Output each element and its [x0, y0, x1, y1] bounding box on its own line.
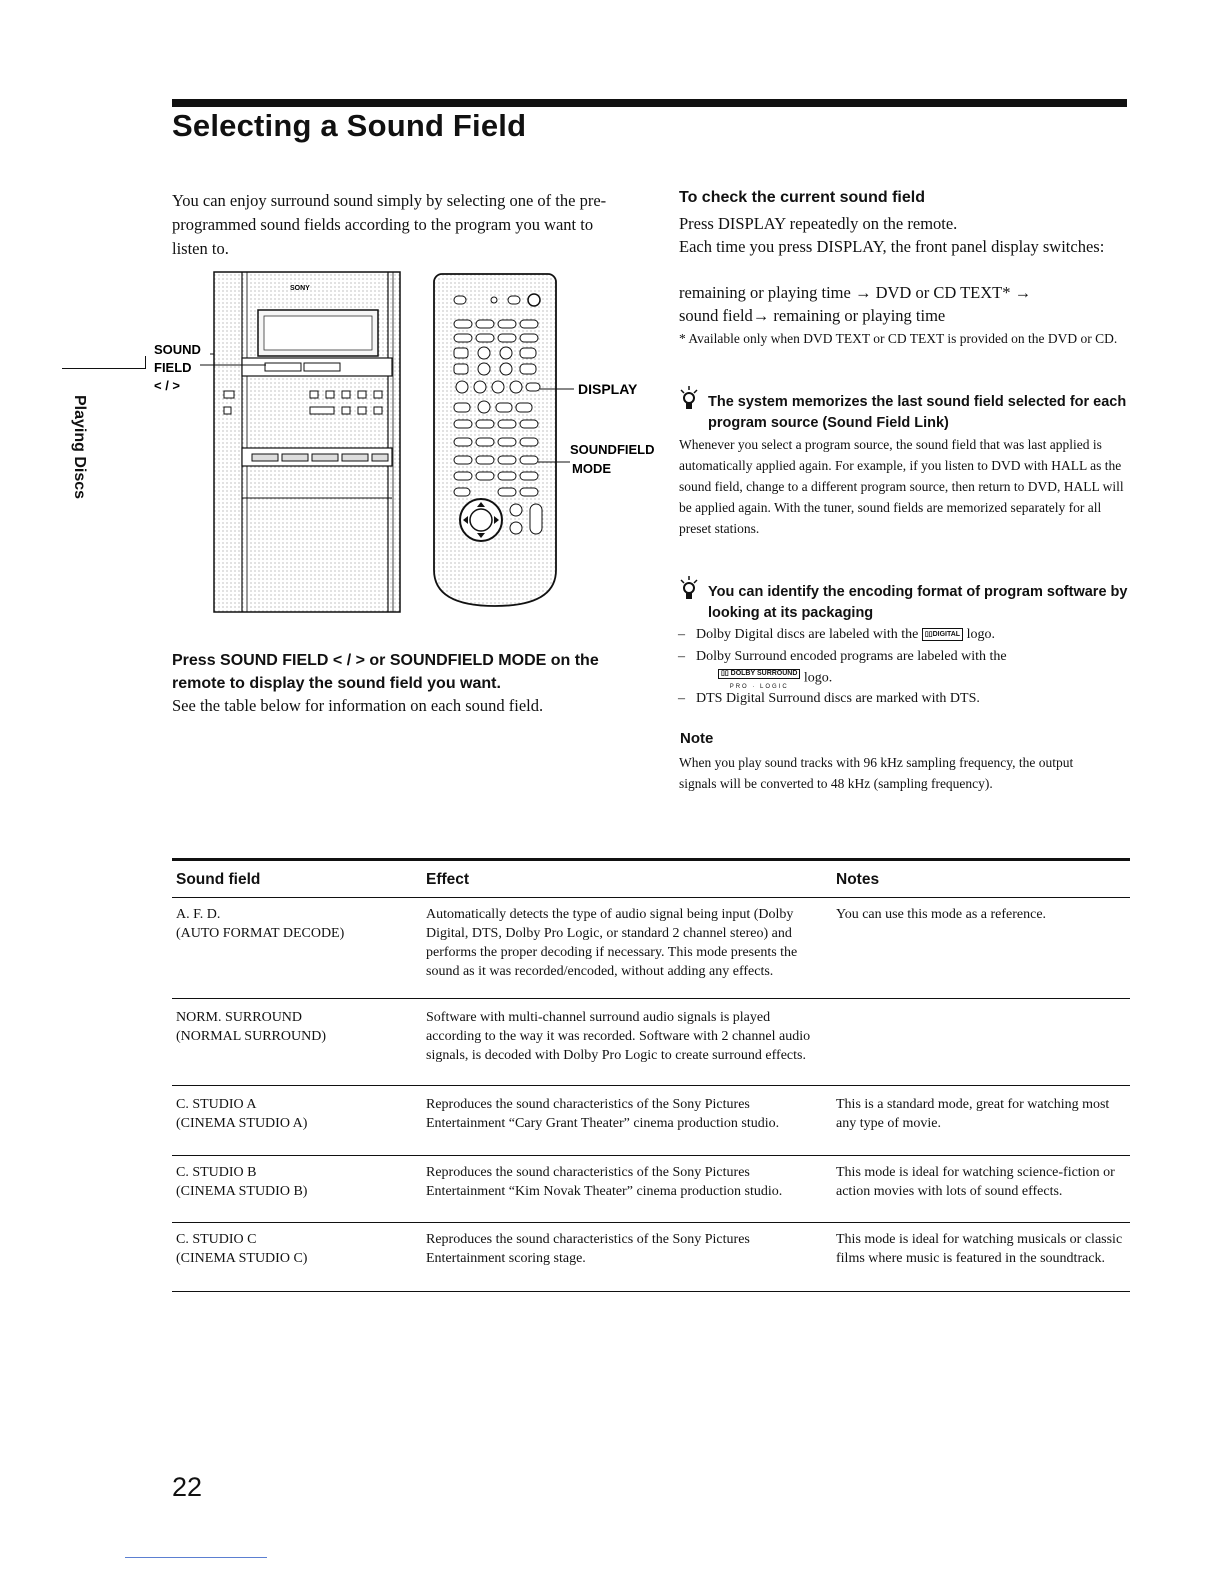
row-4-field-short: C. STUDIO B	[176, 1165, 257, 1180]
dolby-surround-logo: ▯▯ DOLBY SURROUND PRO · LOGIC	[718, 666, 800, 691]
row-2-field-full: (NORMAL SURROUND)	[176, 1029, 326, 1044]
note-body: When you play sound tracks with 96 kHz sampling frequency, the output signals will be converted to 48 kHz (sampling frequency).	[679, 755, 1074, 791]
row-5-field-full: (CINEMA STUDIO C)	[176, 1251, 308, 1266]
row-2-effect: Software with multi-channel surround audio signals is played according to the way it was recorded. Software with 2 channel audio signals, is decoded with Dolby Pro Logic to create surround effects.	[426, 1010, 811, 1063]
row-1-field-short: A. F. D.	[176, 907, 221, 922]
footer-line	[125, 1557, 267, 1558]
figure-label-arrows: < / >	[154, 378, 181, 393]
dolby-digital-logo: ▯▯DIGITAL	[922, 628, 963, 641]
tip-1-body: Whenever you select a program source, the sound field that was last applied is automatically applied again. For example, if you listen to DVD with HALL as the sound field, change to a different program source, then return to DVD, HALL will be applied again. With the tuner, sound fields are memorized separately for all preset stations.	[679, 437, 1124, 536]
side-tab-tick	[145, 356, 146, 369]
row-divider	[172, 1085, 1130, 1086]
table-bottom-rule	[172, 1291, 1130, 1292]
intro-paragraph: You can enjoy surround sound simply by selecting one of the pre-programmed sound fields according to the program you want to listen to.	[172, 191, 607, 258]
side-tab-label: Playing Discs	[71, 395, 88, 500]
row-divider	[172, 998, 1130, 999]
table-row	[176, 1163, 416, 1201]
figure-label-mode: MODE	[572, 461, 611, 476]
row-1-effect: Automatically detects the type of audio signal being input (Dolby Digital, DTS, Dolby Pro Logic, or standard 2 channel stereo) and performs the proper decoding if necessary. This mode presents the sound as it was recorded/encoded, without adding any effects.	[426, 907, 798, 979]
bullet-1-suffix: logo.	[966, 627, 995, 642]
device-illustration	[150, 262, 670, 622]
check-line-2: Each time you press DISPLAY, the front panel display switches:	[679, 237, 1105, 256]
row-divider	[172, 1155, 1130, 1156]
check-sequence-1: remaining or playing time → DVD or CD TEXT* →	[679, 283, 1032, 302]
check-sequence-2: sound field→ remaining or playing time	[679, 306, 946, 325]
row-3-effect: Reproduces the sound characteristics of the Sony Pictures Entertainment “Cary Grant Theater” cinema production studio.	[426, 1097, 780, 1131]
check-line-1: Press DISPLAY repeatedly on the remote.	[679, 214, 958, 233]
tip-lightbulb-icon-2	[679, 574, 705, 602]
figure-label-field: FIELD	[154, 360, 192, 375]
row-5-effect: Reproduces the sound characteristics of the Sony Pictures Entertainment scoring stage.	[426, 1232, 750, 1266]
note-heading: Note	[680, 730, 714, 747]
remote-control	[434, 274, 556, 606]
instruction-heading: Press SOUND FIELD < / > or SOUNDFIELD MODE on the remote to display the sound field you want.	[172, 652, 599, 692]
row-5-field-short: C. STUDIO C	[176, 1232, 257, 1247]
device-illustration-svg	[150, 262, 670, 622]
table-row	[176, 1230, 416, 1268]
table-row	[176, 1008, 416, 1046]
row-4-notes: This mode is ideal for watching science-fiction or action movies with lots of sound effects.	[836, 1165, 1115, 1199]
row-1-field-full: (AUTO FORMAT DECODE)	[176, 926, 345, 941]
page-number: 22	[172, 1472, 203, 1502]
bullet-dolby-surround: – Dolby Surround encoded programs are labeled with the	[678, 649, 1007, 664]
bullet-2-suffix: logo.	[803, 670, 833, 686]
table-row	[176, 905, 416, 943]
title-rule	[172, 99, 1127, 107]
tip-1-heading: The system memorizes the last sound field selected for each program source (Sound Field Link)	[708, 394, 1127, 431]
row-divider	[172, 1222, 1130, 1223]
page-title: Selecting a Sound Field	[172, 108, 527, 143]
figure-label-display: DISPLAY	[578, 381, 638, 397]
figure-label-sound: SOUND	[154, 342, 201, 357]
bullet-3-text: DTS Digital Surround discs are marked with DTS.	[696, 691, 980, 706]
bullet-dts: – DTS Digital Surround discs are marked with DTS.	[678, 691, 980, 706]
bullet-dolby-digital: – Dolby Digital discs are labeled with the ▯▯DIGITAL logo.	[678, 627, 995, 642]
figure-label-soundfield: SOUNDFIELD	[570, 442, 655, 457]
bullet-2-text: Dolby Surround encoded programs are labeled with the	[696, 649, 1007, 664]
brand-logo: SONY	[290, 285, 310, 292]
instruction-subtext: See the table below for information on each sound field.	[172, 696, 544, 715]
row-1-notes: You can use this mode as a reference.	[836, 907, 1047, 922]
table-row	[176, 1095, 416, 1133]
row-3-field-full: (CINEMA STUDIO A)	[176, 1116, 308, 1131]
tip-lightbulb-icon	[679, 384, 705, 412]
check-sound-field-heading: To check the current sound field	[679, 189, 925, 206]
row-5-notes: This mode is ideal for watching musicals or classic films where music is featured in the soundtrack.	[836, 1232, 1123, 1266]
side-tab-line	[62, 368, 146, 369]
row-4-field-full: (CINEMA STUDIO B)	[176, 1184, 308, 1199]
check-footnote: * Available only when DVD TEXT or CD TEXT is provided on the DVD or CD.	[679, 331, 1118, 346]
table-header-notes: Notes	[836, 871, 880, 888]
table-header-rule	[172, 897, 1130, 898]
table-header-effect: Effect	[426, 871, 470, 888]
row-2-field-short: NORM. SURROUND	[176, 1010, 303, 1025]
row-3-notes: This is a standard mode, great for watching most any type of movie.	[836, 1097, 1110, 1131]
row-4-effect: Reproduces the sound characteristics of the Sony Pictures Entertainment “Kim Novak Theater” cinema production studio.	[426, 1165, 783, 1199]
table-header-sound-field: Sound field	[176, 871, 261, 888]
bullet-1-text: Dolby Digital discs are labeled with the	[696, 627, 919, 642]
row-3-field-short: C. STUDIO A	[176, 1097, 257, 1112]
table-top-rule	[172, 858, 1130, 861]
tip-2-heading: You can identify the encoding format of program software by looking at its packaging	[708, 584, 1128, 621]
main-unit	[214, 272, 400, 612]
